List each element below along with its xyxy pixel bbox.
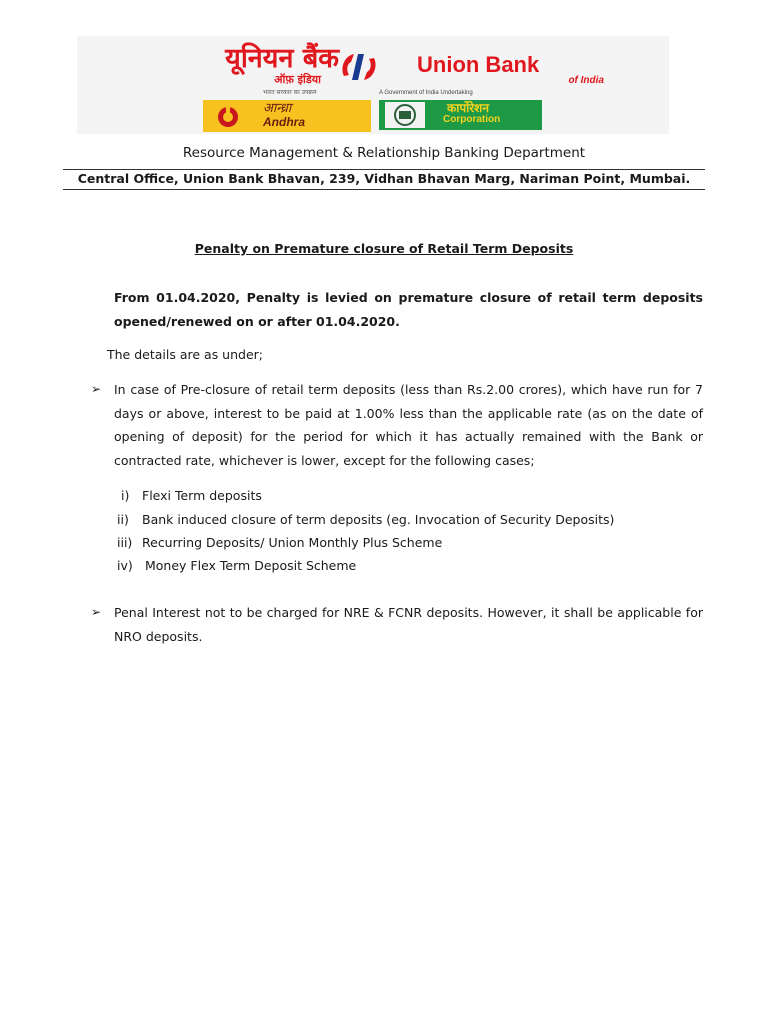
department-heading: Resource Management & Relationship Banking Department <box>182 145 586 161</box>
bullet-paragraph: In case of Pre-closure of retail term deposits (less than Rs.2.00 crores), which have run for 7 days or above, interest to be paid at 1.00% less than the applicable rate (as on the date of opening of deposit) for the period for which it has actually remained with the Bank or contracted rate, whichever is lower, except for the following cases; <box>114 382 703 468</box>
letterhead-logo-panel <box>77 36 669 134</box>
union-bank-english-wordmark: Union Bank of India <box>417 52 604 86</box>
document-title: Penalty on Premature closure of Retail Term Deposits <box>194 241 574 256</box>
address-top-rule <box>63 169 705 170</box>
tagline-english: A Government of India Undertaking <box>379 90 473 96</box>
bullet-paragraph: Penal Interest not to be charged for NRE & FCNR deposits. However, it shall be applicable for NRO deposits. <box>114 605 703 644</box>
office-address: Central Office, Union Bank Bhavan, 239, Vidhan Bhavan Marg, Nariman Point, Mumbai. <box>77 171 691 186</box>
arrow-bullet-icon: ➢ <box>91 605 102 619</box>
tagline-hindi: भारत सरकार का उपक्रम <box>263 89 317 96</box>
intro-paragraph: From 01.04.2020, Penalty is levied on premature closure of retail term deposits opened/renewed on or after 01.04.2020. <box>114 290 703 329</box>
andhra-logo-icon <box>217 106 239 128</box>
corporation-bank-badge: कार्पोरेशन Corporation <box>379 100 542 130</box>
corporation-emblem-icon <box>385 102 425 128</box>
union-bank-hindi-wordmark: यूनियन बैंक ऑफ़ इंडिया <box>225 43 339 86</box>
details-label: The details are as under; <box>107 347 263 362</box>
andhra-bank-badge: आन्ध्रा Andhra <box>203 100 371 132</box>
union-bank-logo-icon <box>338 50 380 84</box>
address-bottom-rule <box>63 189 705 190</box>
arrow-bullet-icon: ➢ <box>91 382 102 396</box>
